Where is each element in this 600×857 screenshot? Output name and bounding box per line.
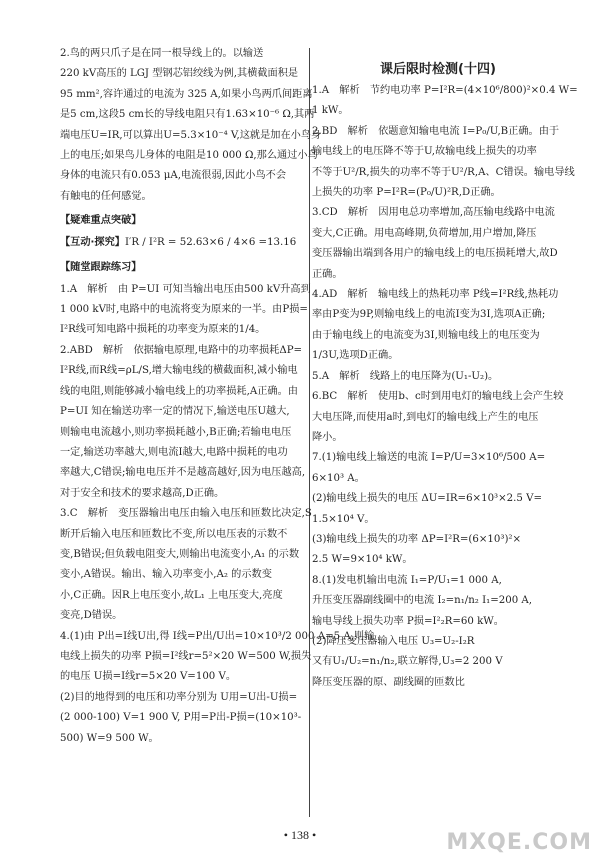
text-line: 升压变压器副线圈中的电流 I₂=n₁/n₂ I₁=200 A,	[312, 595, 533, 607]
text-line: 变亮,D错误。	[60, 610, 123, 622]
text-line: 2.ABD 解析 依据输电原理,电路中的功率损耗ΔP=	[60, 344, 303, 356]
text-line: P=UI 知在输送功率一定的情况下,输送电压U越大,	[60, 406, 290, 418]
text-line: 1/3U,选项D正确。	[312, 350, 399, 362]
interact-explore	[60, 233, 306, 253]
text-line: 上损失的功率 P=I²R=(P₀/U)²R,D正确。	[312, 187, 501, 199]
text-line: 1.A 解析 节约电功率 P=I²R=(4×10⁶/800)²×0.4 W=	[312, 85, 578, 96]
intro-paragraph	[60, 44, 322, 207]
text-line: (3)输电线上损失的功率 ΔP=I²R=(6×10³)²×	[312, 533, 522, 545]
text-line: (2)降压变压器输入电压 U₃=U₂-I₂R	[312, 635, 475, 647]
text-line: 5.A 解析 线路上的电压降为(U₁-U₂)。	[312, 370, 499, 382]
text-line: 身体的电流只有0.053 μA,电流很弱,因此小鸟不会	[60, 170, 287, 182]
text-line: (2)输电线上损失的电压 ΔU=IR=6×10³×2.5 V=	[312, 493, 542, 505]
text-line: I²R线可知电路中损耗的功率变为原来的1/4。	[60, 324, 266, 336]
text-line: 2.5 W=9×10⁴ kW。	[312, 554, 413, 566]
text-line: 的电压 U损=I线r=5×20 V=100 V。	[60, 671, 237, 683]
text-line: 输电导线上损失功率 P损=I²₂R=60 kW。	[312, 615, 504, 627]
text-line: 95 mm²,容许通过的电流为 325 A,如果小鸟两爪间距离	[60, 88, 313, 100]
text-line: 对于安全和技术的要求越高,D正确。	[60, 487, 225, 499]
text-line: 1 kW。	[312, 105, 349, 117]
after-class-answers	[312, 81, 578, 693]
text-line: (2)目的地得到的电压和功率分别为 U用=U出-U损=	[60, 691, 298, 703]
text-line: 由于输电线上的电流变为3I,则输电线上的电压变为	[312, 329, 540, 341]
text-line: 大电压降,而使用a时,到电灯的输电线上产生的电压	[312, 411, 539, 423]
right-column	[312, 44, 578, 693]
text-line: 7.(1)输电线上输送的电流 I=P/U=3×10⁶/500 A=	[312, 452, 546, 464]
interact-row	[60, 233, 306, 253]
text-line: 有触电的任何感觉。	[60, 190, 152, 202]
page-number: • 138 •	[283, 828, 317, 842]
section-title: 课后限时检测(十四)	[380, 62, 496, 77]
text-line: 小,C正确。因R上电压变小,故L₁ 上电压变大,亮度	[60, 589, 283, 601]
text-line: I²R线,而R线=ρL/S,增大输电线的横截面积,减小输电	[60, 365, 298, 377]
text-line: 3.CD 解析 因用电总功率增加,高压输电线路中电流	[312, 207, 555, 219]
text-line: 3.C 解析 变压器输出电压由输入电压和匝数比决定,S	[60, 508, 312, 520]
text-line: 是5 cm,这段5 cm长的导线电阻只有1.63×10⁻⁶ Ω,其两	[60, 109, 315, 121]
text-line: 又有U₁/U₂=n₁/n₂,联立解得,U₃=2 200 V	[312, 656, 503, 668]
text-line: (2 000-100) V=1 900 V, P用=P出-P损=(10×10³-	[60, 712, 302, 724]
text-line: 一定,输送功率越大,则电流I越大,电路中损耗的电功	[60, 446, 288, 458]
text-line: 线的电阻,则能够减小输电线上的功率损耗,A正确。由	[60, 385, 298, 397]
text-line: 1 000 kV时,电路中的电流将变为原来的一半。由P损=	[60, 304, 308, 316]
text-line: 降压变压器的原、副线圈的匝数比	[312, 676, 465, 688]
text-line: 断开后输入电压和匝数比不变,所以电压表的示数不	[60, 528, 288, 540]
text-line: 220 kV高压的 LGJ 型钢芯铝绞线为例,其横截面积是	[60, 68, 299, 80]
text-line: 6.BC 解析 使用b、c时到用电灯的输电线上会产生较	[312, 391, 564, 403]
text-line: 1.A 解析 由 P=UI 可知当输出电压由500 kV升高到	[60, 283, 311, 295]
text-line: 8.(1)发电机输出电流 I₁=P/U₁=1 000 A,	[312, 574, 502, 586]
text-line: 不等于U²/R,损失的功率不等于U²/R,A、C错误。输电导线	[312, 166, 575, 178]
text-line: 2.BD 解析 依题意知输电电流 I=P₀/U,B正确。由于	[312, 125, 560, 137]
text-line: 率由P变为9P,则输电线上的电流I变为3I,选项A正确;	[312, 309, 546, 321]
interact-label: 【互动·探究】	[60, 237, 125, 249]
interact-formula: I′R / I²R = 52.63×6 / 4×6 =13.16	[125, 237, 297, 249]
text-line: 1.5×10⁴ V。	[312, 513, 375, 525]
text-line: 变,B错误;但负载电阻变大,则输出电流变小,A₁ 的示数	[60, 548, 300, 560]
text-line: 电线上损失的功率 P损=I²线r=5²×20 W=500 W,损失	[60, 650, 312, 662]
text-line: 上的电压;如果鸟儿身体的电阻是10 000 Ω,那么通过小鸟	[60, 150, 318, 162]
text-line: 率越大,C错误;输电电压并不是越高越好,因为电压越高,	[60, 467, 306, 479]
text-line: 正确。	[312, 268, 343, 280]
watermark: MXQE.COM	[446, 830, 592, 855]
section-heading-difficult-points: 【疑难重点突破】	[60, 215, 142, 227]
text-line: 变压器输出端到各用户的输电线上的电压损耗增大,故D	[312, 248, 558, 260]
text-line: 变小,A错误。输出、输入功率变小,A₂ 的示数变	[60, 569, 272, 581]
text-line: 则输电电流越小,则功率损耗越小,B正确;若输电电压	[60, 426, 292, 438]
column-divider	[309, 48, 310, 817]
text-line: 端电压U=IR,可以算出U=5.3×10⁻⁴ V,这就是加在小鸟身	[60, 129, 322, 141]
text-line: 变大,C正确。用电高峰期,负荷增加,用户增加,降压	[312, 227, 537, 239]
text-line: 2.鸟的两只爪子是在同一根导线上的。以输送	[60, 48, 264, 59]
section-heading-practice: 【随堂跟踪练习】	[60, 261, 142, 273]
text-line: 500) W=9 500 W。	[60, 732, 159, 744]
text-line: 6×10³ A。	[312, 472, 365, 484]
text-line: 4.AD 解析 输电线上的热耗功率 P线=I²R线,热耗功	[312, 289, 559, 301]
text-line: 输电线上的电压降不等于U,故输电线上损失的功率	[312, 146, 537, 158]
text-line: 4.(1)由 P出=I线U出,得 I线=P出/U出=10×10³/2 000 A=5 A,则输	[60, 630, 375, 642]
text-line: 降小。	[312, 431, 343, 443]
